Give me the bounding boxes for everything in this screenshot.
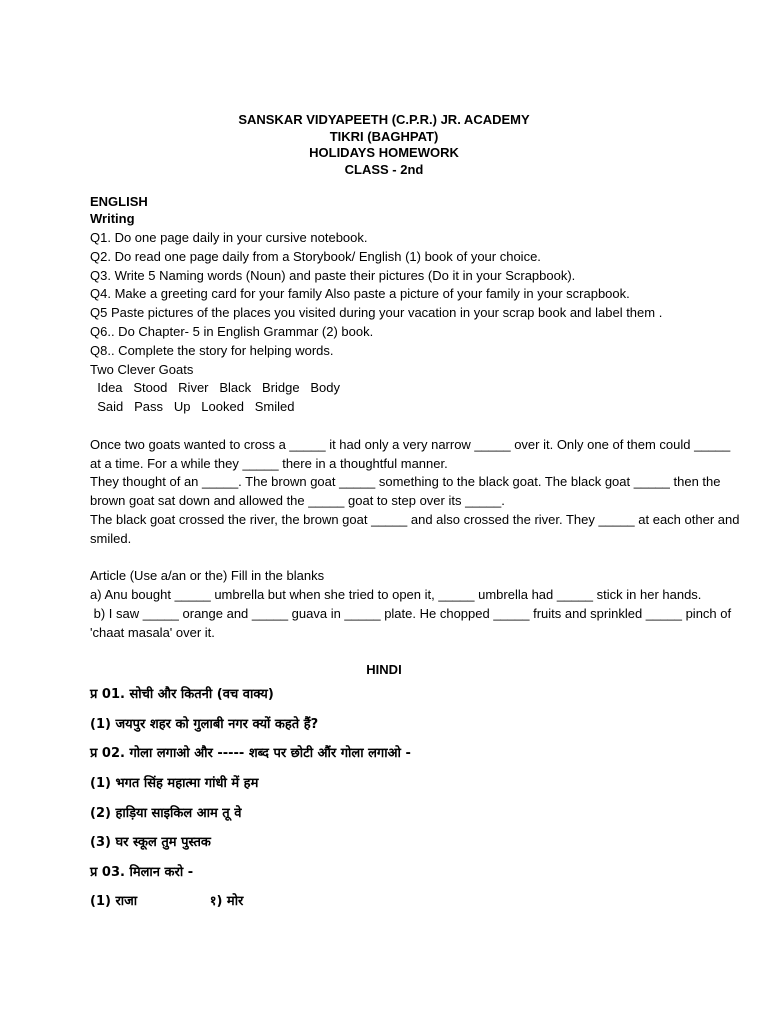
question-4: Q4. Make a greeting card for your family Also paste a picture of your family in your scrapbook. — [90, 286, 630, 302]
class-label: CLASS - 2nd — [344, 161, 424, 177]
school-name: SANSKAR VIDYAPEETH (C.P.R.) JR. ACADEMY — [238, 112, 530, 127]
hindi-line-3: प्र 02. गोला लगाओ और ----- शब्द पर छोटी औंर गोला लगाओ - — [90, 746, 411, 762]
story-paragraph-1: Once two goats wanted to cross a _____ it had only a very narrow _____ over it. Only one of them could _____ at a time. For a while they _____ there in a thoughtful manner. — [90, 436, 731, 471]
match-right-item: १) मोर — [209, 894, 244, 910]
spacer — [90, 643, 740, 662]
spacer — [90, 417, 740, 436]
document-body — [90, 194, 740, 917]
english-heading: ENGLISH — [90, 194, 148, 209]
article-item-a: a) Anu bought _____ umbrella but when she tried to open it, _____ umbrella had _____ stick in her hands. — [90, 587, 702, 603]
spacer — [90, 549, 740, 568]
question-3: Q3. Write 5 Naming words (Noun) and paste their pictures (Do it in your Scrapbook). — [90, 267, 576, 283]
word-bank-line-2: Said Pass Up Looked Smiled — [90, 399, 295, 415]
article-heading: Article (Use a/an or the) Fill in the blanks — [90, 568, 325, 584]
document-title: HOLIDAYS HOMEWORK — [309, 145, 459, 160]
word-bank-line-1: Idea Stood River Black Bridge Body — [90, 380, 341, 396]
question-6: Q6.. Do Chapter- 5 in English Grammar (2) book. — [90, 323, 374, 339]
hindi-line-7: प्र 03. मिलान करो - — [90, 864, 194, 880]
document-header — [0, 112, 768, 178]
hindi-line-1: प्र 01. सोची और कितनी (वच वाक्य) — [90, 687, 274, 703]
story-title: Two Clever Goats — [90, 361, 194, 377]
hindi-heading: HINDI — [366, 662, 402, 678]
story-paragraph-3: The black goat crossed the river, the brown goat _____ and also crossed the river. They _____ at each other and smiled. — [90, 511, 740, 546]
writing-subheading: Writing — [90, 211, 135, 226]
hindi-line-5: (2) हाड़िया साइकिल आम तू वे — [90, 805, 242, 821]
question-8: Q8.. Complete the story for helping words. — [90, 342, 334, 358]
hindi-line-2: (1) जयपुर शहर को गुलाबी नगर क्यों कहते हैं? — [90, 716, 319, 732]
question-2: Q2. Do read one page daily from a Storybook/ English (1) book of your choice. — [90, 248, 541, 264]
hindi-line-6: (3) घर स्कूल तुम पुस्तक — [90, 835, 211, 851]
match-left-item: (1) राजा — [90, 894, 138, 910]
hindi-match-row — [90, 887, 740, 917]
article-item-b: b) I saw _____ orange and _____ guava in _____ plate. He chopped _____ fruits and sprinkled _____ pinch of 'chaat masala' over it. — [90, 605, 735, 640]
story-paragraph-2: They thought of an _____. The brown goat _____ something to the black goat. The black goat _____ then the brown goat sat down and allowed the _____ goat to step over its _____. — [90, 474, 721, 509]
question-5: Q5 Paste pictures of the places you visited during your vacation in your scrap book and label them . — [90, 305, 663, 321]
hindi-line-4: (1) भगत सिंह महात्मा गांधी में हम — [90, 775, 259, 791]
school-location: TIKRI (BAGHPAT) — [329, 128, 439, 144]
question-1: Q1. Do one page daily in your cursive notebook. — [90, 230, 368, 245]
